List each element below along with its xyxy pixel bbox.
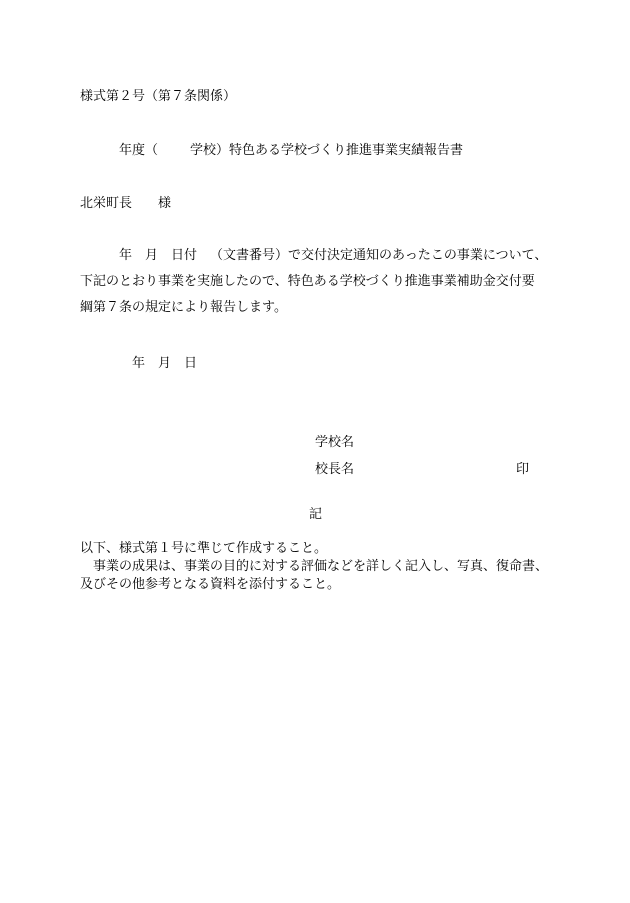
date-month: 月: [158, 356, 172, 371]
body-year: 年: [119, 248, 133, 263]
addressee-honorific: 様: [158, 196, 172, 211]
note-line-3: 及びその他参考となる資料を添付すること。: [80, 577, 341, 592]
note-line-1: 以下、様式第１号に準じて作成すること。: [80, 541, 328, 556]
body-line-2: 下記のとおり事業を実施したので、特色ある学校づくり推進事業補助金交付要: [80, 274, 535, 289]
form-number: 様式第２号（第７条関係）: [80, 89, 237, 104]
school-name-label: 学校名: [315, 435, 355, 450]
seal-mark: 印: [516, 462, 530, 477]
date-day: 日: [184, 356, 198, 371]
addressee-name: 北栄町長: [80, 196, 133, 211]
body-line-3: 綱第７条の規定により報告します。: [80, 300, 287, 315]
body-day-ref: 日付: [171, 248, 198, 263]
ki-mark: 記: [309, 507, 323, 522]
title-year: 年度（: [119, 143, 159, 158]
report-title: [80, 142, 463, 160]
body-line-1: [80, 247, 547, 265]
date-line: [132, 355, 197, 373]
principal-name-label: 校長名: [315, 462, 355, 477]
title-school: 学校）特色ある学校づくり推進事業実績報告書: [190, 143, 464, 158]
addressee: [80, 195, 171, 213]
date-year: 年: [132, 356, 146, 371]
note-line-2-text: 事業の成果は、事業の目的に対する評価などを詳しく記入し、写真、復命書、: [93, 559, 549, 574]
note-line-2: [80, 558, 548, 576]
body-line1-rest: （文書番号）で交付決定通知のあったこの事業について、: [210, 248, 548, 263]
body-month: 月: [145, 248, 159, 263]
